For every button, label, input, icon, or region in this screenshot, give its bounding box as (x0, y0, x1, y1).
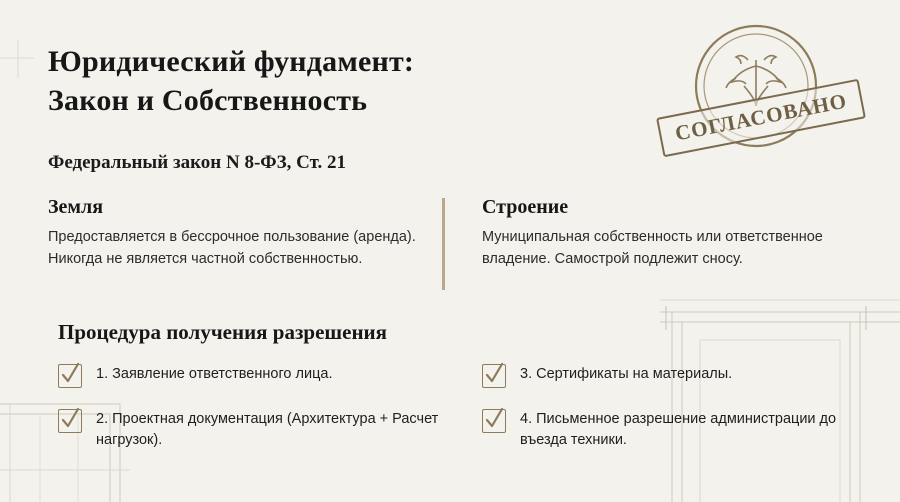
column-building-heading: Строение (482, 196, 569, 218)
list-item (58, 363, 458, 388)
column-land-body: Предоставляется в бессрочное пользование (аренда). Никогда не является частной собственностью. (48, 229, 416, 267)
column-land-heading: Земля (48, 196, 104, 218)
checkbox-checked-icon (58, 364, 82, 388)
column-building-body: Муниципальная собственность или ответственное владение. Самострой подлежит сносу. (482, 229, 823, 267)
checkbox-checked-icon (482, 409, 506, 433)
procedure-item-2: 2. Проектная документация (Архитектура + Расчет нагрузок). (96, 411, 439, 449)
stamp-text: СОГЛАСОВАНО (656, 79, 866, 158)
checkbox-checked-icon (58, 409, 82, 433)
procedure-item-4: 4. Письменное разрешение администрации до въезда техники. (520, 411, 837, 449)
procedure-heading: Процедура получения разрешения (58, 320, 388, 344)
column-land (48, 196, 418, 271)
title-line-2: Закон и Собственность (48, 84, 368, 117)
procedure-item-3: 3. Сертификаты на материалы. (520, 366, 733, 382)
approval-stamp (636, 20, 876, 170)
column-building (482, 196, 852, 271)
list-item (58, 408, 458, 451)
page-title (48, 42, 568, 120)
title-line-1: Юридический фундамент: (48, 45, 415, 78)
list-item (482, 408, 872, 451)
law-reference: Федеральный закон N 8-ФЗ, Ст. 21 (48, 152, 347, 173)
checkbox-checked-icon (482, 364, 506, 388)
procedure-item-1: 1. Заявление ответственного лица. (96, 366, 333, 382)
list-item (482, 363, 872, 388)
column-divider (442, 198, 445, 290)
